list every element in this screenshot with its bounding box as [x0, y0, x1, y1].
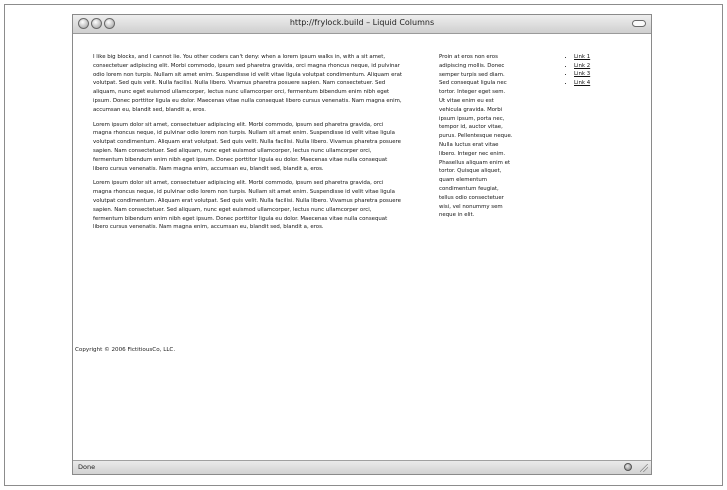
status-text: Done — [78, 463, 96, 471]
main-column — [93, 53, 403, 238]
toolbar-toggle-button[interactable] — [632, 20, 646, 27]
side-column — [439, 53, 513, 220]
security-status-icon[interactable] — [624, 463, 632, 471]
nav-link-item — [574, 62, 590, 71]
status-bar — [73, 460, 651, 474]
side-paragraph: Proin at eros non eros adipiscing mollis. Donec semper turpis sed diam. Sed consequat ligula nec tortor. Integer eget sem. Ut vitae enim eu est vehicula gravida. Morbi ipsum ipsum, porta nec, tempor id, auctor vitae, purus. Pellentesque neque. Nulla luctus erat vitae libero. Integer nec enim. Phasellus aliquam enim et tortor. Quisque aliquet, quam elementum condimentum feugiat, tellus odio consectetuer wisi, vel nonummy sem neque in elit. — [439, 54, 513, 219]
main-paragraph: Lorem ipsum dolor sit amet, consectetuer adipiscing elit. Morbi commodo, ipsum sed pharetra gravida, orci magna rhoncus neque, id pulvinar odio lorem non turpis. Nullam sit amet enim. Suspendisse id velit vitae ligula volutpat condimentum. Aliquam erat volutpat. Sed quis velit. Nulla facilisi. Nulla libero. Vivamus pharetra posuere sapien. Nam consectetuer. Sed aliquam, nunc eget euismod ullamcorper, lectus nunc ullamcorper orci, fermentum bibendum enim nibh eget ipsum. Donec porttitor ligula eu dolor. Maecenas vitae nulla consequat libero cursus venenatis. Nam magna enim, accumsan eu, blandit sed, blandit a, eros. — [93, 180, 401, 231]
nav-link-1[interactable]: Link 1 — [574, 54, 591, 60]
nav-link-item — [574, 53, 590, 62]
nav-link-4[interactable]: Link 4 — [574, 79, 591, 86]
main-paragraph: Lorem ipsum dolor sit amet, consectetuer adipiscing elit. Morbi commodo, ipsum sed pharetra gravida, orci magna rhoncus neque, id pulvinar odio lorem non turpis. Nullam sit amet enim. Suspendisse id velit vitae ligula volutpat condimentum. Aliquam erat volutpat. Sed quis velit. Nulla facilisi. Nulla libero. Vivamus pharetra posuere sapien. Nam consectetuer. Sed aliquam, nunc eget euismod ullamcorper, lectus nunc ullamcorper orci, fermentum bibendum enim nibh eget ipsum. Donec porttitor ligula eu dolor. Maecenas vitae nulla consequat libero cursus venenatis. Nam magna enim, accumsan eu, blandit sed, blandit a, eros. — [93, 121, 401, 172]
nav-links — [566, 53, 590, 87]
copyright-footer: Copyright © 2006 FictitiousCo, LLC. — [75, 347, 176, 353]
nav-link-2[interactable]: Link 2 — [574, 62, 591, 69]
main-paragraph: I like big blocks, and I cannot lie. You other coders can't deny: when a lorem ipsum walks in, with a sit amet, consectetuer adipiscing elit. Morbi commodo, ipsum sed pharetra gravida, orci magna rhoncus neque, id pulvinar odio lorem non turpis. Nullam sit amet enim. Suspendisse id velit vitae ligula volutpat condimentum. Aliquam erat volutpat. Sed quis velit. Nulla facilisi. Nulla libero. Vivamus pharetra posuere sapien. Nam consectetuer. Sed aliquam, nunc eget euismod ullamcorper, lectus nunc ullamcorper orci, fermentum bibendum enim nibh eget ipsum. Donec porttitor ligula eu dolor. Maecenas vitae nulla consequat libero cursus venenatis. Nam magna enim, accumsan eu, blandit sed, blandit a, eros. — [93, 54, 403, 113]
nav-link-3[interactable]: Link 3 — [574, 71, 591, 77]
resize-grip-icon[interactable] — [640, 464, 648, 472]
nav-link-item — [574, 70, 590, 79]
title-bar[interactable] — [73, 15, 651, 34]
browser-window — [72, 14, 652, 475]
nav-link-item — [574, 79, 590, 88]
nav-link-list — [566, 53, 590, 87]
page-content — [73, 34, 651, 460]
window-title: http://frylock.build – Liquid Columns — [289, 18, 435, 27]
